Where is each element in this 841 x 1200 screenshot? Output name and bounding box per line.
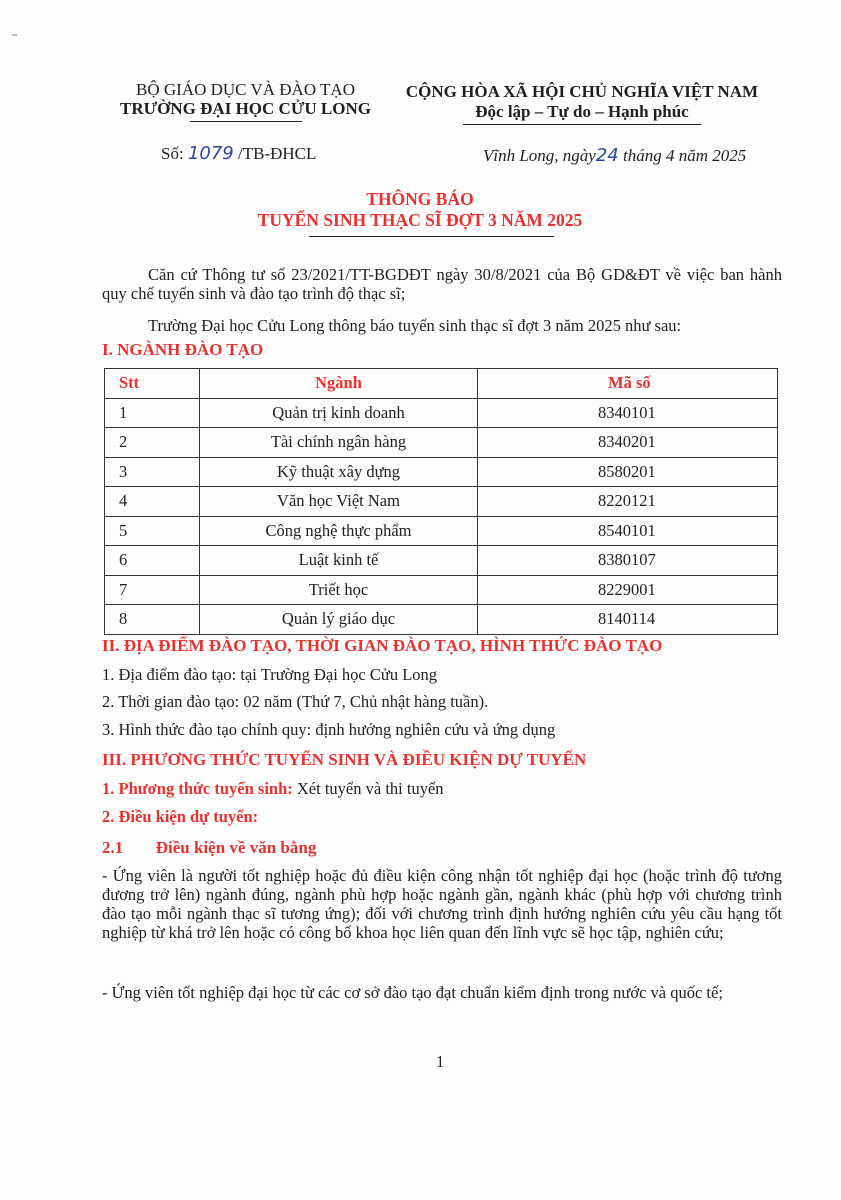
cell-major: Tài chính ngân hàng [200,428,478,458]
motto-underline [463,124,701,125]
cell-stt: 2 [105,428,200,458]
admission-method-value: Xét tuyển và thi tuyển [296,779,444,798]
column-header-major: Ngành [200,369,478,399]
cell-stt: 6 [105,546,200,576]
table-row [105,516,778,546]
intro-paragraph-announcement: Trường Đại học Cửu Long thông báo tuyển sinh thạc sĩ đợt 3 năm 2025 như sau: [148,316,682,335]
cell-stt: 4 [105,487,200,517]
cell-major: Quản lý giáo dục [200,605,478,635]
cell-code: 8340201 [478,428,778,458]
eligibility-bullet-accreditation: - Ứng viên tốt nghiệp đại học từ các cơ sở đào tạo đạt chuẩn kiểm định trong nước và quốc tế; [102,983,723,1002]
notice-subtitle: TUYỂN SINH THẠC SĨ ĐỢT 3 NĂM 2025 [257,210,583,230]
section-2-item-duration: 2. Thời gian đào tạo: 02 năm (Thứ 7, Chủ nhật hàng tuần). [102,692,489,711]
table-row [105,605,778,635]
section-2-item-location: 1. Địa điểm đào tạo: tại Trường Đại học Cửu Long [102,665,438,684]
doc-number-suffix: /TB-ĐHCL [238,144,317,163]
university-underline [190,121,302,122]
doc-number-handwritten: 1079 [187,143,234,164]
doc-number-prefix: Số: [161,144,184,163]
cell-major: Văn học Việt Nam [200,487,478,517]
majors-table [104,368,778,635]
table-row [105,575,778,605]
cell-code: 8229001 [478,575,778,605]
republic-name: CỘNG HÒA XÃ HỘI CHỦ NGHĨA VIỆT NAM [405,82,759,101]
cell-code: 8220121 [478,487,778,517]
university-name: TRƯỜNG ĐẠI HỌC CỬU LONG [120,99,371,118]
degree-condition-heading [102,838,316,858]
intro-paragraph-legal-basis: Căn cứ Thông tư số 23/2021/TT-BGDĐT ngày 30/8/2021 của Bộ GD&ĐT về việc ban hành quy chế tuyển sinh và đào tạo trình độ thạc sĩ; [102,265,782,303]
degree-condition-number: 2.1 [102,838,124,857]
degree-condition-label: Điều kiện về văn bằng [155,838,317,857]
ministry-name: BỘ GIÁO DỤC VÀ ĐÀO TẠO [136,80,355,99]
cell-code: 8380107 [478,546,778,576]
cell-code: 8580201 [478,457,778,487]
cell-major: Công nghệ thực phẩm [200,516,478,546]
column-header-code: Mã số [478,369,778,399]
cell-code: 8140114 [478,605,778,635]
cell-major: Quản trị kinh doanh [200,398,478,428]
notice-title: THÔNG BÁO [366,189,474,209]
cell-stt: 3 [105,457,200,487]
cell-stt: 7 [105,575,200,605]
section-2-item-format: 3. Hình thức đào tạo chính quy: định hướng nghiên cứu và ứng dụng [102,720,556,739]
table-row [105,546,778,576]
date-line [483,146,746,166]
date-before: Vĩnh Long, ngày [483,146,596,165]
cell-stt: 5 [105,516,200,546]
section-2-heading: II. ĐỊA ĐIỂM ĐÀO TẠO, THỜI GIAN ĐÀO TẠO, HÌNH THỨC ĐÀO TẠO [102,636,663,655]
table-header-row [105,369,778,399]
cell-stt: 1 [105,398,200,428]
cell-code: 8340101 [478,398,778,428]
document-number [161,144,316,164]
section-1-heading: I. NGÀNH ĐÀO TẠO [102,340,264,359]
cell-stt: 8 [105,605,200,635]
date-handwritten-day: 24 [595,145,619,166]
table-row [105,457,778,487]
cell-code: 8540101 [478,516,778,546]
table-row [105,428,778,458]
cell-major: Kỹ thuật xây dựng [200,457,478,487]
date-after: tháng 4 năm 2025 [623,146,747,165]
title-underline [309,236,554,237]
table-row [105,487,778,517]
motto: Độc lập – Tự do – Hạnh phúc [475,102,689,121]
admission-method [102,779,444,799]
scan-artifact [12,34,17,36]
cell-major: Triết học [200,575,478,605]
eligibility-heading: 2. Điều kiện dự tuyển: [102,807,259,826]
admission-method-label: 1. Phương thức tuyển sinh: [102,779,293,798]
table-row [105,398,778,428]
section-3-heading: III. PHƯƠNG THỨC TUYỂN SINH VÀ ĐIỀU KIỆN DỰ TUYỂN [102,750,587,769]
page-number: 1 [436,1052,445,1071]
eligibility-bullet-degree: - Ứng viên là người tốt nghiệp hoặc đủ điều kiện công nhận tốt nghiệp đại học (hoặc trình độ tương đương trở lên) ngành đúng, ngành phù hợp hoặc ngành gần, ngành khác (phù hợp với chương trình đào tạo mỗi ngành thạc sĩ tương ứng); đối với chương trình định hướng nghiên cứu yêu cầu hạng tốt nghiệp từ khá trở lên hoặc có công bố khoa học liên quan đến lĩnh vực sẽ học tập, nghiên cứu; [102,866,782,942]
cell-major: Luật kinh tế [200,546,478,576]
column-header-stt: Stt [105,369,200,399]
